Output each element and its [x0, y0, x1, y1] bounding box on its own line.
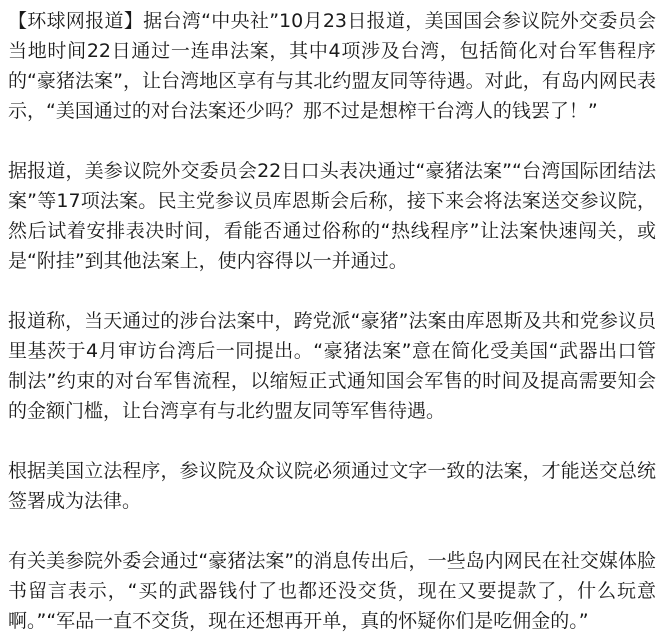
paragraph: 【环球网报道】据台湾“中央社”10月23日报道，美国国会参议院外交委员会当地时间22日通过一连串法案，其中4项涉及台湾，包括简化对台军售程序的“豪猪法案”，让台湾地区享有与其北约盟友同等待遇。对此，有岛内网民表示，“美国通过的对台法案还少吗？那不过是想榨干台湾人的钱罢了！”: [8, 10, 656, 122]
paragraph: 报道称，当天通过的涉台法案中，跨党派“豪猪”法案由库恩斯及共和党参议员里基茨于4月审访台湾后一同提出。“豪猪法案”意在简化受美国“武器出口管制法”约束的对台军售流程，以缩短正式通知国会军售的时间及提高需要知会的金额门槛，让台湾享有与北约盟友同等军售待遇。: [8, 310, 656, 422]
paragraph: 根据美国立法程序，参议院及众议院必须通过文字一致的法案，才能送交总统签署成为法律。: [8, 460, 656, 512]
article-body: [8, 6, 656, 636]
paragraph: 据报道，美参议院外交委员会22日口头表决通过“豪猪法案”“台湾国际团结法案”等17项法案。民主党参议员库恩斯会后称，接下来会将法案送交参议院，然后试着安排表决时间，看能否通过俗称的“热线程序”让法案快速闯关，或是“附挂”到其他法案上，使内容得以一并通过。: [8, 160, 656, 272]
paragraph: 有关美参院外委会通过“豪猪法案”的消息传出后，一些岛内网民在社交媒体脸书留言表示，“买的武器钱付了也都还没交货，现在又要提款了，什么玩意啊。”“军品一直不交货，现在还想再开单，真的怀疑你们是吃佣金的。”: [8, 550, 656, 632]
